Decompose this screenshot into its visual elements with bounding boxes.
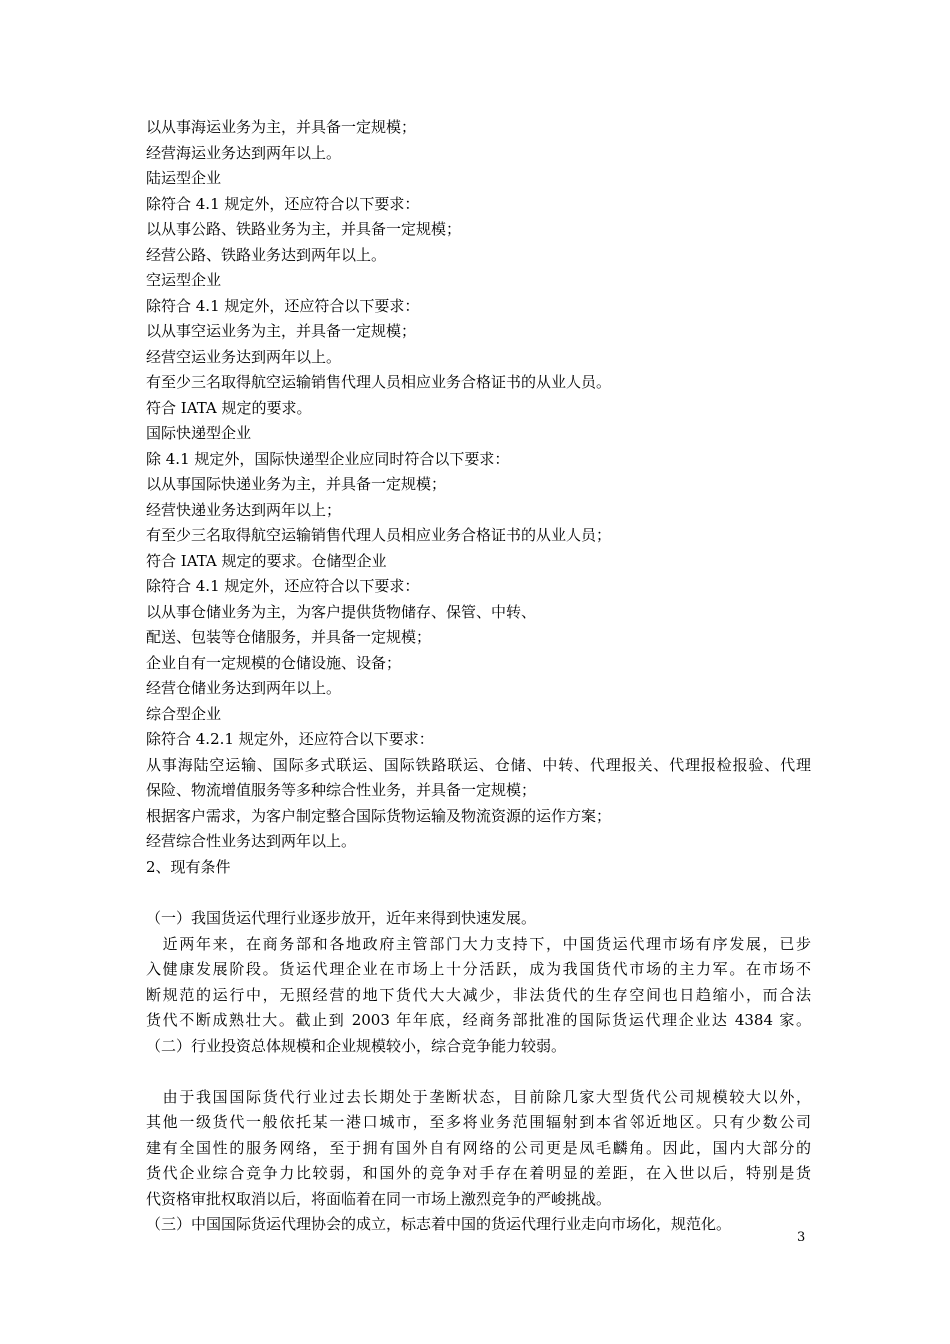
text-line: 以从事仓储业务为主，为客户提供货物储存、保管、中转、 (146, 603, 537, 621)
text-line: 从事海陆空运输、国际多式联运、国际铁路联运、仓储、中转、代理报关、代理报检报验、代理 (146, 756, 811, 774)
text-line: 以从事海运业务为主，并具备一定规模； (146, 118, 417, 136)
text-line: 配送、包装等仓储服务，并具备一定规模； (146, 628, 432, 646)
text-line: 空运型企业 (146, 271, 222, 289)
text-line: 符合 IATA 规定的要求。 (146, 399, 312, 417)
text-line: 根据客户需求，为客户制定整合国际货物运输及物流资源的运作方案； (146, 807, 612, 825)
text-line: 有至少三名取得航空运输销售代理人员相应业务合格证书的从业人员； (146, 526, 612, 544)
text-line: 国际快递型企业 (146, 424, 252, 442)
text-line: 除符合 4.1 规定外，还应符合以下要求： (146, 195, 420, 213)
text-line: 入健康发展阶段。货运代理企业在市场上十分活跃，成为我国货代市场的主力军。在市场不 (146, 960, 811, 978)
text-line: 经营综合性业务达到两年以上。 (146, 832, 357, 850)
subsection-heading: （一）我国货运代理行业逐步放开，近年来得到快速发展。 (146, 909, 537, 927)
text-line: 综合型企业 (146, 705, 222, 723)
text-line: 经营快递业务达到两年以上； (146, 501, 342, 519)
text-line: 货代企业综合竞争力比较弱，和国外的竞争对手存在着明显的差距，在入世以后，特别是货 (146, 1164, 811, 1182)
text-line: 除符合 4.1 规定外，还应符合以下要求： (146, 297, 420, 315)
text-line: 陆运型企业 (146, 169, 222, 187)
text-line: 由于我国国际货代行业过去长期处于垄断状态，目前除几家大型货代公司规模较大以外， (146, 1088, 811, 1106)
text-line: 保险、物流增值服务等多种综合性业务，并具备一定规模； (146, 781, 537, 799)
text-line: 企业自有一定规模的仓储设施、设备； (146, 654, 402, 672)
text-line: 经营仓储业务达到两年以上。 (146, 679, 342, 697)
text-line: 经营空运业务达到两年以上。 (146, 348, 342, 366)
page-number: 3 (797, 1230, 806, 1245)
text-line: 经营海运业务达到两年以上。 (146, 144, 342, 162)
text-line: 建有全国性的服务网络，至于拥有国外自有网络的公司更是凤毛麟角。因此，国内大部分的 (146, 1139, 811, 1157)
text-line: 以从事国际快递业务为主，并具备一定规模； (146, 475, 447, 493)
text-line: 断规范的运行中，无照经营的地下货代大大减少，非法货代的生存空间也日趋缩小，而合法 (146, 986, 811, 1004)
text-line: 以从事空运业务为主，并具备一定规模； (146, 322, 417, 340)
text-line: 近两年来，在商务部和各地政府主管部门大力支持下，中国货运代理市场有序发展，已步 (146, 935, 811, 953)
text-line: 货代不断成熟壮大。截止到 2003 年年底，经商务部批准的国际货运代理企业达 4384 家。 (146, 1011, 811, 1029)
text-line: 除 4.1 规定外，国际快递型企业应同时符合以下要求： (146, 450, 510, 468)
subsection-heading: （三）中国国际货运代理协会的成立，标志着中国的货运代理行业走向市场化，规范化。 (146, 1215, 732, 1233)
text-line: 除符合 4.1 规定外，还应符合以下要求： (146, 577, 420, 595)
text-line: 经营公路、铁路业务达到两年以上。 (146, 246, 387, 264)
text-line: 代资格审批权取消以后，将面临着在同一市场上激烈竞争的严峻挑战。 (146, 1190, 612, 1208)
text-line: 其他一级货代一般依托某一港口城市，至多将业务范围辐射到本省邻近地区。只有少数公司 (146, 1113, 811, 1131)
text-line: 以从事公路、铁路业务为主，并具备一定规模； (146, 220, 462, 238)
text-line: 除符合 4.2.1 规定外，还应符合以下要求： (146, 730, 434, 748)
text-line: 有至少三名取得航空运输销售代理人员相应业务合格证书的从业人员。 (146, 373, 612, 391)
text-line: 符合 IATA 规定的要求。仓储型企业 (146, 552, 387, 570)
subsection-heading: （二）行业投资总体规模和企业规模较小，综合竞争能力较弱。 (146, 1037, 567, 1055)
section-heading: 2、现有条件 (146, 858, 231, 876)
